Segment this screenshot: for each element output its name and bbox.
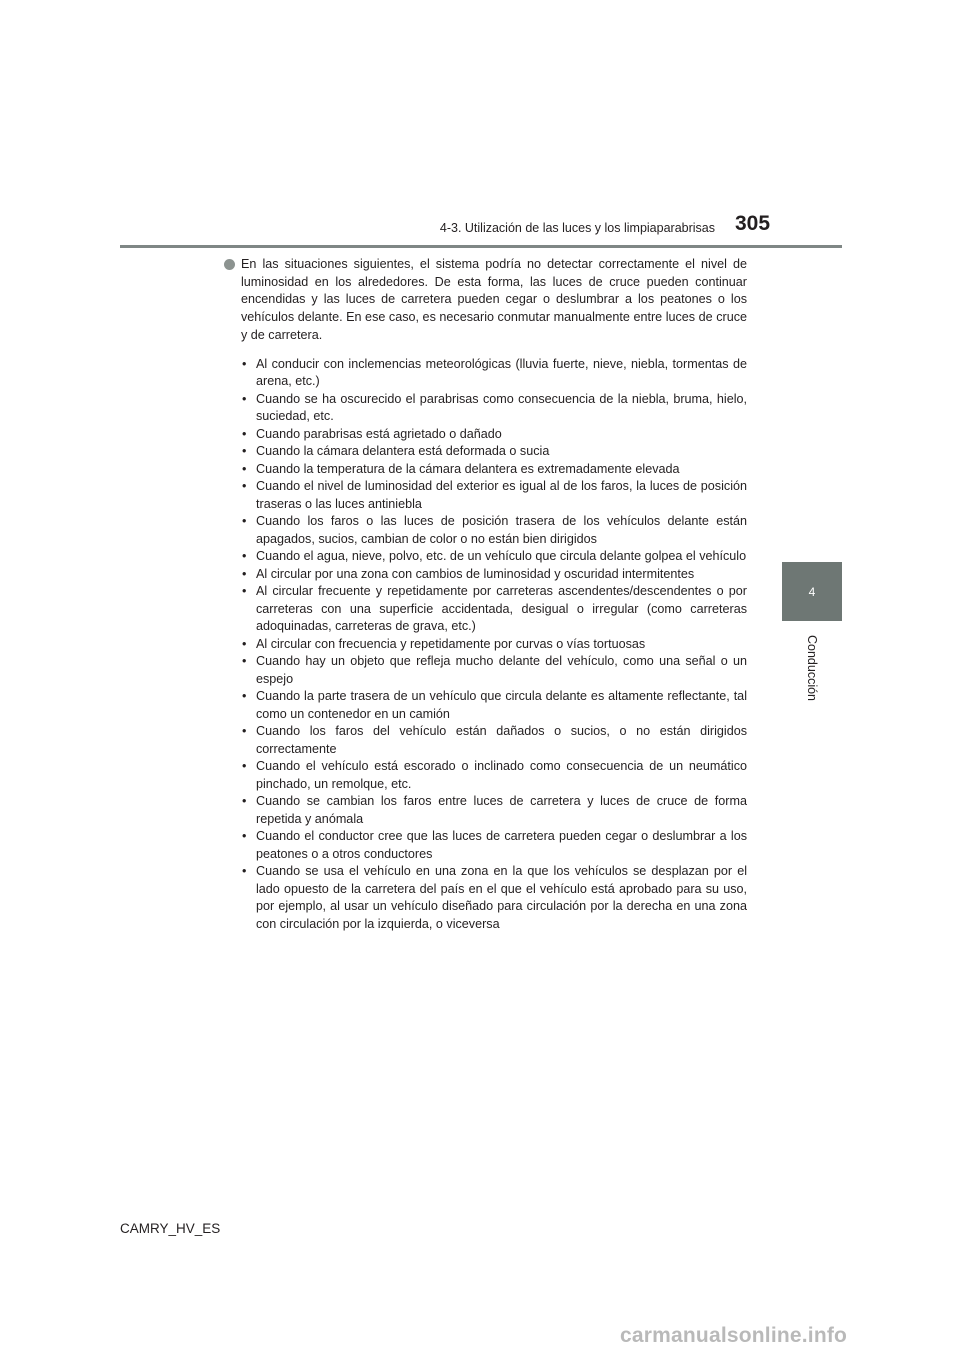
chapter-number: 4 <box>808 584 816 599</box>
list-item: • Cuando se cambian los faros entre luces de carretera y luces de cruce de forma repetida y anómala <box>241 793 747 828</box>
list-item: • Al circular con frecuencia y repetidamente por curvas o vías tortuosas <box>241 636 747 654</box>
list-item: • Cuando hay un objeto que refleja mucho delante del vehículo, como una señal o un espejo <box>241 653 747 688</box>
list-item: • Al conducir con inclemencias meteorológicas (lluvia fuerte, nieve, niebla, tormentas de arena, etc.) <box>241 356 747 391</box>
intro-paragraph <box>224 256 747 345</box>
document-code: CAMRY_HV_ES <box>120 1221 221 1236</box>
chapter-label-container <box>772 628 852 708</box>
list-item: • Cuando la temperatura de la cámara delantera es extremadamente elevada <box>241 461 747 479</box>
section-title: 4-3. Utilización de las luces y los limpiaparabrisas <box>439 221 715 235</box>
intro-text: En las situaciones siguientes, el sistema podría no detectar correctamente el nivel de luminosidad en los alrededores. De esta forma, las luces de cruce pueden continuar encendidas y las luces de carretera pueden cegar o deslumbrar a los peatones o los vehículos delante. En ese caso, es necesario conmutar manualmente entre luces de cruce y de carretera. <box>241 257 747 342</box>
list-item: • Cuando parabrisas está agrietado o dañado <box>241 426 747 444</box>
header-divider <box>120 245 842 248</box>
list-item: • Cuando la parte trasera de un vehículo que circula delante es altamente reflectante, tal como un contenedor en un camión <box>241 688 747 723</box>
watermark: carmanualsonline.info <box>620 1324 848 1347</box>
list-item: • Al circular frecuente y repetidamente por carreteras ascendentes/descendentes o por carreteras con una superficie accidentada, desigual o irregular (como carreteras adoquinadas, carreteras de grava, etc.) <box>241 583 747 636</box>
circle-bullet-icon <box>224 259 235 270</box>
main-content <box>224 256 747 933</box>
list-item: • Cuando el agua, nieve, polvo, etc. de un vehículo que circula delante golpea el vehículo <box>241 548 747 566</box>
page-number: 305 <box>735 212 771 235</box>
list-item: • Cuando los faros o las luces de posición trasera de los vehículos delante están apagados, sucios, cambian de color o no están bien dirigidos <box>241 513 747 548</box>
list-item: • Cuando se ha oscurecido el parabrisas como consecuencia de la niebla, bruma, hielo, suciedad, etc. <box>241 391 747 426</box>
chapter-tab <box>782 562 842 621</box>
list-item: • Al circular por una zona con cambios de luminosidad y oscuridad intermitentes <box>241 566 747 584</box>
list-item: • Cuando el vehículo está escorado o inclinado como consecuencia de un neumático pinchado, un remolque, etc. <box>241 758 747 793</box>
list-item: • Cuando el conductor cree que las luces de carretera pueden cegar o deslumbrar a los peatones o a otros conductores <box>241 828 747 863</box>
chapter-label: Conducción <box>804 634 819 702</box>
list-item: • Cuando la cámara delantera está deformada o sucia <box>241 443 747 461</box>
list-item: • Cuando se usa el vehículo en una zona en la que los vehículos se desplazan por el lado opuesto de la carretera del país en el que el vehículo está aprobado para su uso, por ejemplo, al usar un vehículo diseñado para circulación por la derecha en una zona con circulación por la izquierda, o viceversa <box>241 863 747 933</box>
list-item: • Cuando los faros del vehículo están dañados o sucios, o no están dirigidos correctamente <box>241 723 747 758</box>
list-item: • Cuando el nivel de luminosidad del exterior es igual al de los faros, la luces de posición traseras o las luces antiniebla <box>241 478 747 513</box>
condition-list <box>224 356 747 934</box>
